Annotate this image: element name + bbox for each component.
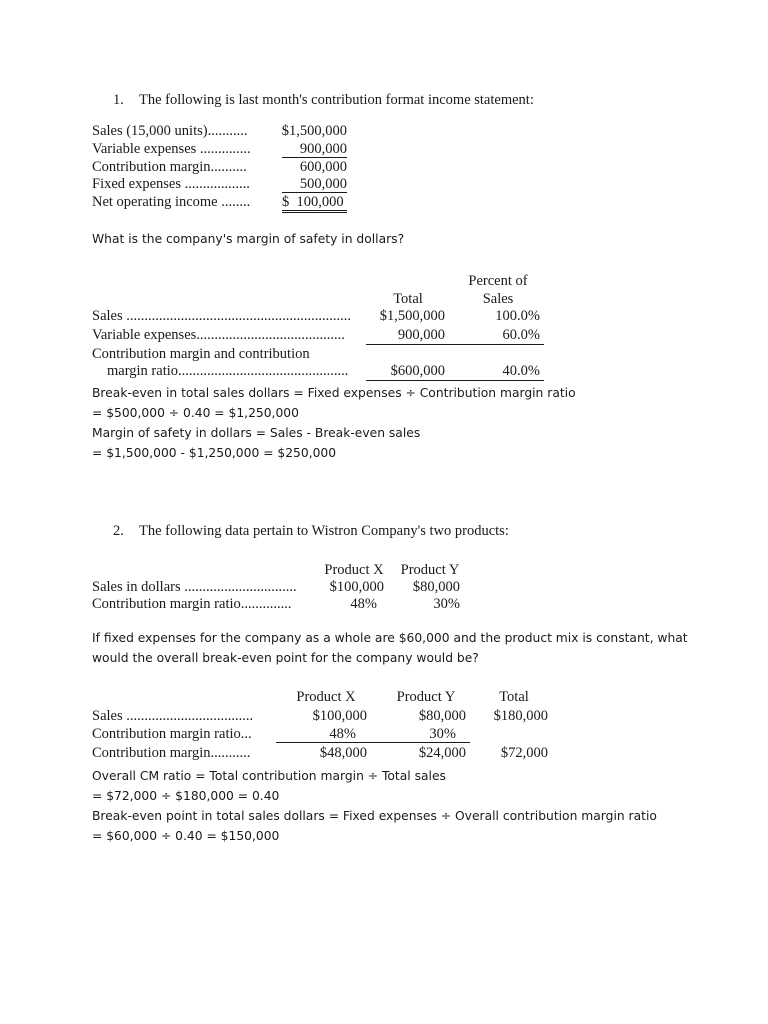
- q2-row-cm-label: Contribution margin...........: [92, 745, 251, 761]
- q1-solution-line-2: = $500,000 ÷ 0.40 = $1,250,000: [92, 406, 299, 420]
- statement-label-variable: Variable expenses ..............: [92, 141, 251, 157]
- q1-row-cmr-percent: 40.0%: [502, 363, 540, 379]
- q2-data-cmr-x: 48%: [350, 596, 377, 612]
- q2-data-cmr-label: Contribution margin ratio..............: [92, 596, 292, 612]
- q1-row-variable-total: 900,000: [397, 327, 445, 343]
- q2-question-line-1: If fixed expenses for the company as a whole are $60,000 and the product mix is constant, what: [92, 631, 688, 645]
- q2-data-sales-y: $80,000: [412, 579, 460, 595]
- q1-row-cmr-total: $600,000: [390, 363, 445, 379]
- q1-row-sales-total: $1,500,000: [379, 308, 445, 324]
- q1-header-percent-1: Percent of: [468, 273, 528, 289]
- q2-data-cmr-y: 30%: [433, 596, 460, 612]
- q2-data-sales-x: $100,000: [329, 579, 384, 595]
- q1-header-percent-2: Sales: [482, 291, 514, 307]
- q2-solution-line-4: = $60,000 ÷ 0.40 = $150,000: [92, 829, 280, 843]
- q1-row-variable-percent: 60.0%: [502, 327, 540, 343]
- q1-solution-line-3: Margin of safety in dollars = Sales - Break-even sales: [92, 426, 421, 440]
- q1-header-total: Total: [393, 291, 423, 307]
- q1-number: 1.: [113, 92, 124, 108]
- q2-rule: [276, 742, 470, 743]
- q2-solution-line-3: Break-even point in total sales dollars = Fixed expenses ÷ Overall contribution margin ratio: [92, 809, 657, 823]
- q1-row-cm-label: Contribution margin and contribution: [92, 346, 310, 362]
- q2-number: 2.: [113, 523, 124, 539]
- q1-solution-line-1: Break-even in total sales dollars = Fixed expenses ÷ Contribution margin ratio: [92, 386, 576, 400]
- statement-label-cm: Contribution margin..........: [92, 159, 247, 175]
- statement-value-noi: $ 100,000: [282, 194, 347, 213]
- q1-row-sales-label: Sales ..............................................................: [92, 308, 351, 324]
- q2-header-y: Product Y: [396, 689, 456, 705]
- q1-prompt: The following is last month's contribution format income statement:: [139, 92, 534, 108]
- statement-value-fixed: 500,000: [282, 176, 347, 193]
- q1-solution-line-4: = $1,500,000 - $1,250,000 = $250,000: [92, 446, 337, 460]
- q2-prompt-line: [113, 523, 509, 540]
- q2-row-cm-x: $48,000: [319, 745, 367, 761]
- statement-value-variable: 900,000: [282, 141, 347, 158]
- q2-row-cmr-label: Contribution margin ratio...: [92, 726, 252, 742]
- statement-value-sales: $1,500,000: [281, 123, 347, 139]
- q1-row-cmr-label: margin ratio...............................................: [107, 363, 349, 379]
- q1-row-sales-percent: 100.0%: [495, 308, 540, 324]
- q2-row-sales-label: Sales ...................................: [92, 708, 254, 724]
- q2-header-x: Product X: [296, 689, 356, 705]
- statement-label-noi: Net operating income ........: [92, 194, 251, 210]
- q2-row-cm-y: $24,000: [418, 745, 466, 761]
- q1-row-variable-label: Variable expenses.........................................: [92, 327, 345, 343]
- q2-solution-line-2: = $72,000 ÷ $180,000 = 0.40: [92, 789, 280, 803]
- q1-rule-2: [366, 380, 544, 381]
- q2-data-header-x: Product X: [324, 562, 384, 578]
- q2-row-sales-total: $180,000: [493, 708, 548, 724]
- q2-row-sales-y: $80,000: [418, 708, 466, 724]
- statement-label-fixed: Fixed expenses ..................: [92, 176, 250, 192]
- q2-prompt: The following data pertain to Wistron Company's two products:: [139, 523, 509, 539]
- q2-data-header-y: Product Y: [400, 562, 460, 578]
- q1-rule-1: [366, 344, 544, 345]
- q2-data-sales-label: Sales in dollars ...............................: [92, 579, 297, 595]
- statement-value-cm: 600,000: [299, 159, 347, 175]
- q1-prompt-line: [113, 92, 534, 109]
- q2-row-cmr-y: 30%: [429, 726, 456, 742]
- q2-solution-line-1: Overall CM ratio = Total contribution margin ÷ Total sales: [92, 769, 446, 783]
- q2-question-line-2: would the overall break-even point for the company would be?: [92, 651, 479, 665]
- q2-row-cmr-x: 48%: [329, 726, 356, 742]
- q2-header-total: Total: [499, 689, 529, 705]
- q2-row-sales-x: $100,000: [312, 708, 367, 724]
- q1-question: What is the company's margin of safety in dollars?: [92, 232, 405, 246]
- q2-row-cm-total: $72,000: [500, 745, 548, 761]
- statement-label-sales: Sales (15,000 units)...........: [92, 123, 248, 139]
